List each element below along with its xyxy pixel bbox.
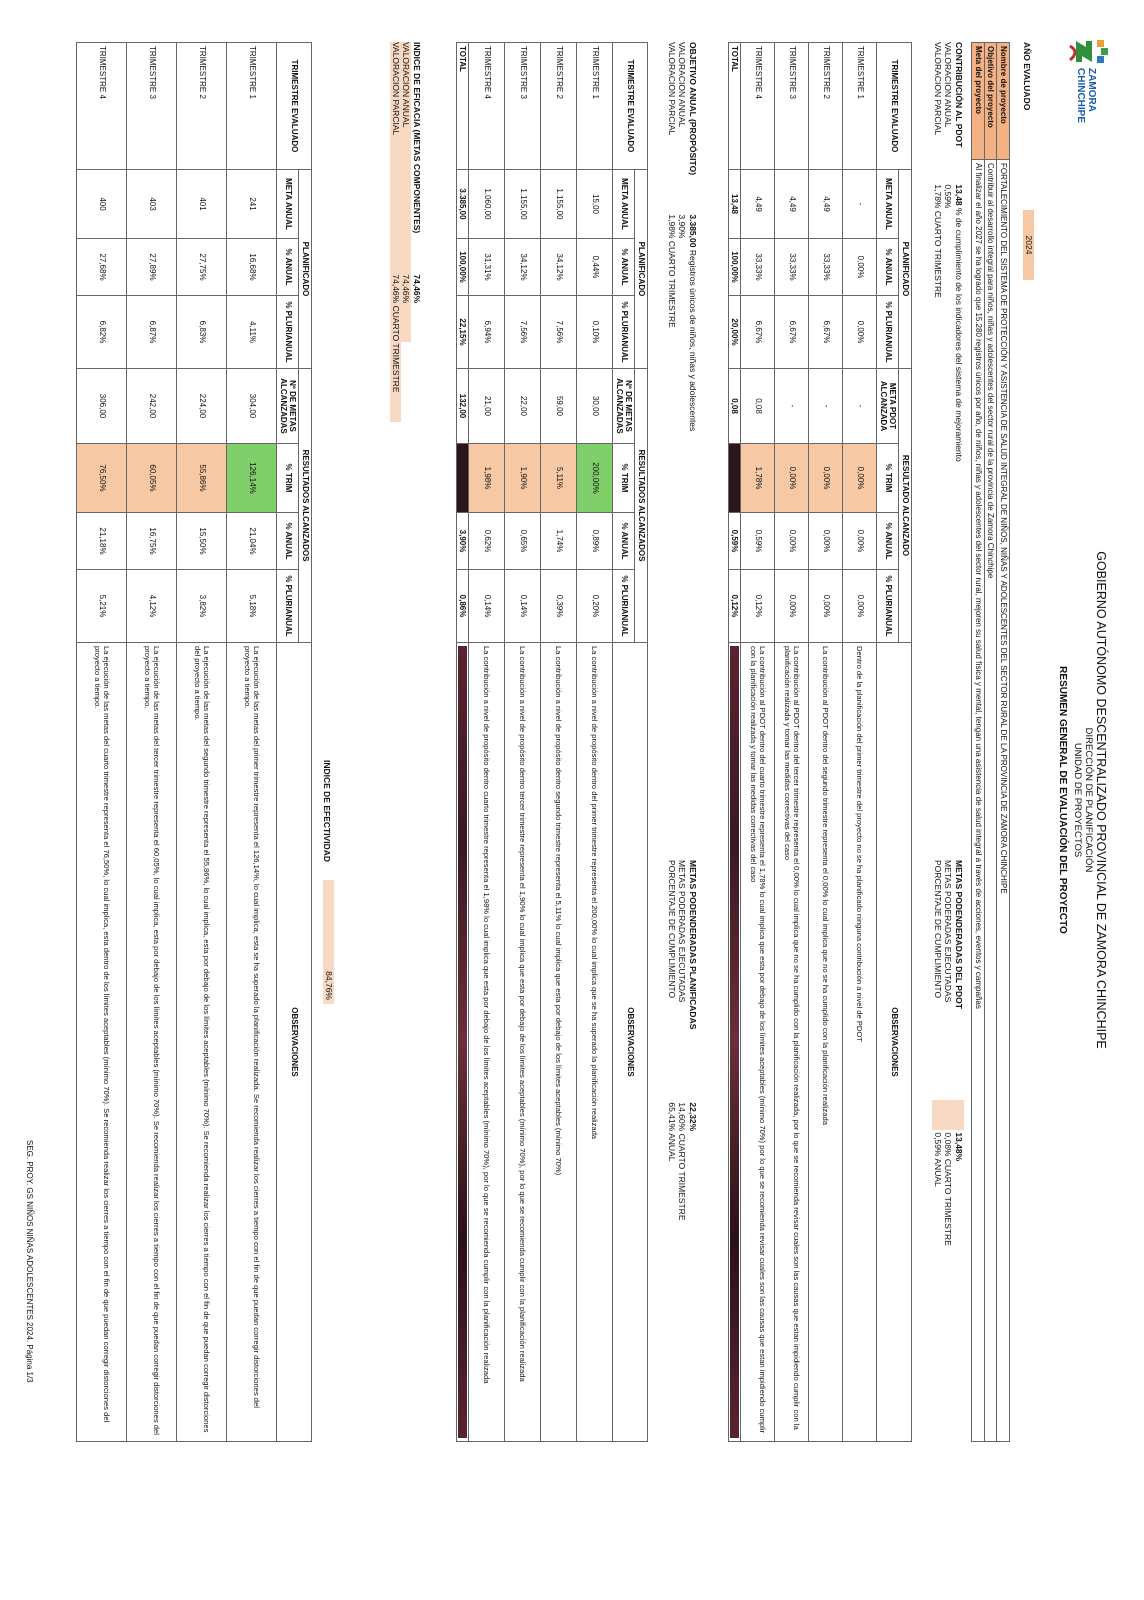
meta-cell: -	[843, 170, 877, 239]
quarter-cell: TRIMESTRE 1	[843, 43, 877, 170]
project-info	[971, 42, 1010, 1442]
total-label: TOTAL	[456, 43, 469, 170]
alc-cell: -	[809, 369, 843, 444]
total-rplur-cell: 0,12%	[728, 570, 741, 643]
doc-title: RESUMEN GENERAL DE EVALUACIÓN DEL PROYECTO	[1057, 666, 1068, 934]
quarter-cell: TRIMESTRE 3	[505, 43, 541, 170]
meta-cell: 1.155,00	[505, 170, 541, 239]
rplur-cell: 4,12%	[127, 570, 177, 643]
quarter-cell: TRIMESTRE 1	[227, 43, 277, 170]
rplur-cell: 0,39%	[541, 570, 577, 643]
meta-cell: 15,00	[577, 170, 613, 239]
ranual-cell: 0,65%	[505, 513, 541, 570]
header	[1057, 0, 1108, 1600]
plur-cell: 6,87%	[127, 296, 177, 369]
trim-cell: 0,00%	[843, 444, 877, 513]
rplur-cell: 0,00%	[843, 570, 877, 643]
observation-cell: La ejecución de las metas del primer trimestre representa el 126,14%, lo cual implica, esta se ha superado la planificación realizada. Se recomienda realizar los cierres a tiempo con el fin de que puedan corregir distorciones del proyecto a tiempo.	[227, 643, 277, 1442]
rplur-cell: 0,14%	[505, 570, 541, 643]
trim-cell: 76,50%	[77, 444, 127, 513]
observation-cell: La ejecución de las metas del tercer trimestre representa el 60,05%, lo cual implica, esta por debajo de los límites aceptables (mínimo 70%). Se recomienda realizar los cierres a tiempo con el fin de que puedan corregir distorciones del proyecto a tiempo.	[127, 643, 177, 1442]
total-trim-cell	[456, 444, 469, 513]
table-row	[127, 43, 177, 1442]
plur-cell: 6,94%	[469, 296, 505, 369]
table-row	[741, 43, 775, 1442]
trim-cell: 0,00%	[809, 444, 843, 513]
ranual-cell: 0,00%	[775, 513, 809, 570]
anual-cell: 0,00%	[843, 239, 877, 296]
table-row	[775, 43, 809, 1442]
alc-cell: 59,00	[541, 369, 577, 444]
anual-cell: 16,68%	[227, 239, 277, 296]
total-bar	[728, 643, 741, 1442]
quarter-cell: TRIMESTRE 3	[127, 43, 177, 170]
anual-cell: 34,12%	[541, 239, 577, 296]
anual-cell: 27,89%	[127, 239, 177, 296]
meta-cell: 400	[77, 170, 127, 239]
anual-cell: 27,75%	[177, 239, 227, 296]
quarter-cell: TRIMESTRE 4	[77, 43, 127, 170]
plur-cell: 6,67%	[741, 296, 775, 369]
total-alc-cell: 0,08	[728, 369, 741, 444]
effectiveness-label: INDICE DE EFECTIVIDAD	[322, 760, 332, 863]
year-value: 2024	[1023, 210, 1034, 280]
anual-cell: 31,31%	[469, 239, 505, 296]
alc-cell: 30,00	[577, 369, 613, 444]
quarter-cell: TRIMESTRE 4	[469, 43, 505, 170]
alc-cell: -	[775, 369, 809, 444]
th-observations: OBSERVACIONES	[877, 643, 912, 1442]
purpose-table: TRIMESTRE EVALUADO PLANIFICADO RESULTADOS ALCANZADOS OBSERVACIONES META ANUAL % ANUAL % PLURIANUAL Nº DE METAS ALCANZADAS % TRIM % ANUAL % PLURIANUAL TRIMESTRE 1 15,00 0,44% 0,10% 30,00 200,00% 0,89% 0,20% La contribución a nivel de propósito dentro del primer trimestre representa el 200,00% lo cual implica que se ha superado la planificación realizada TRIMESTRE 2 1.155,00 34,12% 7,56% 59,00 5,11% 1,74% 0,39% La contribución a nivel de propósito dentro segundo trimestre representa el 5,11% lo cual implica que esta por debajo de los límites aceptables (mínimo 70%) TRIMESTRE 3 1.155,00 34,12% 7,56% 22,00 1,90% 0,65% 0,14% La contribución a nivel de propósito dentro tercer trimestre representa el 1,90% lo cual implica que esta por debajo de los límites aceptables (mínimo 70%), por lo que se recomienda cumplir con la planificación realizada TRIMESTRE 4 1.060,00 31,31% 6,94% 21,00 1,98% 0,62% 0,14% La contribución a nivel de propósito dentro cuarto trimestre representa el 1,98% lo cual implica que esta por debajo de los límites aceptables (mínimo 70%), por lo que se recomienda cumplir con la planificación realizada TOTAL 3.385,00 100,00% 22,15% 132,00 3,90% 0,86%	[456, 42, 648, 1442]
alc-cell: 242,00	[127, 369, 177, 444]
ranual-cell: 21,04%	[227, 513, 277, 570]
rplur-cell: 0,20%	[577, 570, 613, 643]
logo-text: ZAMORA CHINCHIPE	[1075, 68, 1097, 124]
table-row	[77, 43, 127, 1442]
ranual-cell: 0,89%	[577, 513, 613, 570]
ranual-cell: 0,00%	[809, 513, 843, 570]
quarter-cell: TRIMESTRE 3	[775, 43, 809, 170]
anual-cell: 34,12%	[505, 239, 541, 296]
table-row	[469, 43, 505, 1442]
table-row	[505, 43, 541, 1442]
anual-cell: 33,33%	[775, 239, 809, 296]
plur-cell: 6,83%	[177, 296, 227, 369]
year-label: AÑO EVALUADO	[1022, 42, 1032, 111]
total-row	[456, 43, 469, 1442]
total-rplur-cell: 0,86%	[456, 570, 469, 643]
ranual-cell: 21,18%	[77, 513, 127, 570]
meta-cell: 1.155,00	[541, 170, 577, 239]
rplur-cell: 3,82%	[177, 570, 227, 643]
rplur-cell: 0,00%	[809, 570, 843, 643]
unit: UNIDAD DE PROYECTOS	[1072, 742, 1083, 858]
meta-cell: 241	[227, 170, 277, 239]
rplur-cell: 0,14%	[469, 570, 505, 643]
trim-cell: 1,98%	[469, 444, 505, 513]
observation-cell: La contribución al PDOT dentro del cuarto trimestre representa el 1,78% lo cual implica que esta por debajo de los límites aceptables (mínimo 70%) por lo que se recomienda revisar cuales son las causas que estan impidiendo cumplir con la planificación realizada y tomar las medidas correctivas del caso	[741, 643, 775, 1442]
alc-cell: 22,00	[505, 369, 541, 444]
trim-cell: 5,11%	[541, 444, 577, 513]
quarter-cell: TRIMESTRE 2	[177, 43, 227, 170]
project-objective: Contribuir al desarrollo integral para niños, niñas y adolescentes del sector rural de la provincia de Zamora Chinchipe	[984, 160, 997, 1442]
table-row	[541, 43, 577, 1442]
trim-cell: 1,90%	[505, 444, 541, 513]
anual-cell: 0,44%	[577, 239, 613, 296]
quarter-cell: TRIMESTRE 4	[741, 43, 775, 170]
observation-cell: La ejecución de las metas del segundo trimestre representa el 55,86%, lo cual implica, esta por debajo de los límites aceptables (mínimo 70%). Se recomienda realizar los cierres a tiempo con el fin de que puedan corregir distorciones del proyecto a tiempo.	[177, 643, 227, 1442]
rplur-cell: 0,00%	[775, 570, 809, 643]
alc-cell: 0,08	[741, 369, 775, 444]
meta-cell: 403	[127, 170, 177, 239]
ranual-cell: 1,74%	[541, 513, 577, 570]
project-objective-label: Objetivo del proyecto	[984, 43, 997, 160]
quarter-cell: TRIMESTRE 1	[577, 43, 613, 170]
objective-weighted-block: METAS PODENDERADAS PLANIFICADAS 22,32% METAS PODERADAS EJECUTADAS 14,60% CUARTO TRIMESTRE PORCENTAJE DE CUMPLIMIENTO 65,41% ANUAL	[666, 860, 698, 1221]
anual-cell: 27,68%	[77, 239, 127, 296]
project-goal: Al finalizar el año 2027 se ha logrado que 15.280 registros únicos por año, de niños, niñas y adolescentes del sector rural, mejoren su salud física y mental, tengan una asistencia de salud integral a través de acciones, eventos y campañas	[972, 160, 985, 1442]
alc-cell: 304,00	[227, 369, 277, 444]
observation-cell: La contribución al PDOT dentro del segundo trimestre representa el 0,00% lo cual implica que no se ha cumplido con la planificación realizada	[809, 643, 843, 1442]
alc-cell: 224,00	[177, 369, 227, 444]
th-quarter: TRIMESTRE EVALUADO	[877, 43, 912, 170]
plur-cell: 7,56%	[505, 296, 541, 369]
pdot-block: CONTRIBUCIÓN AL PDOT 13,48 % de cumplimiento de los indicadores del sistema de mejoramiento VALORACION ANUAL 0,59% VALORACION PARCIAL 1,78% CUARTO TRIMESTRE	[932, 42, 964, 462]
total-bar	[456, 643, 469, 1442]
table-row	[843, 43, 877, 1442]
table-row	[809, 43, 843, 1442]
plur-cell: 6,82%	[77, 296, 127, 369]
observation-cell: La contribución al PDOT dentro del tercer trimestre representa el 0,00% lo cual implica que no se ha cumplido con la planificación realizada, por lo que se recomienda revisar cuales son las causas que estan impidiendo cumplir con la planificación realizada y tomar las medidas correctivas del caso	[775, 643, 809, 1442]
plur-cell: 0,00%	[843, 296, 877, 369]
quarter-cell: TRIMESTRE 2	[541, 43, 577, 170]
total-ranual-cell: 0,59%	[728, 513, 741, 570]
total-anual-cell: 100,00%	[728, 239, 741, 296]
total-label: TOTAL	[728, 43, 741, 170]
table-row	[177, 43, 227, 1442]
observation-cell: La ejecución de las metas del cuarto trimestre representa el 76,50%, lo cual implica, esta dentro de los límites aceptables (mínimo 70%). Se recomienda realizar los cierres a tiempo con el fin de que puedan corregir distorciones del proyecto a tiempo.	[77, 643, 127, 1442]
th-planned: PLANIFICADO	[899, 170, 912, 369]
total-anual-cell: 100,00%	[456, 239, 469, 296]
plur-cell: 6,67%	[809, 296, 843, 369]
rplur-cell: 0,12%	[741, 570, 775, 643]
ranual-cell: 15,50%	[177, 513, 227, 570]
pdot-table: TRIMESTRE EVALUADO PLANIFICADO RESULTADO ALCANZADO OBSERVACIONES META ANUAL % ANUAL % PLURIANUAL META PDOT ALCANZADA % TRIM % ANUAL % PLURIANUAL TRIMESTRE 1 - 0,00% 0,00% - 0,00% 0,00% 0,00% Dentro de la planificación del primer trimestre del proyecto no se ha planificado ninguna contribución a nivel de PDOT TRIMESTRE 2 4,49 33,33% 6,67% - 0,00% 0,00% 0,00% La contribución al PDOT dentro del segundo trimestre representa el 0,00% lo cual implica que no se ha cumplido con la planificación realizada TRIMESTRE 3 4,49 33,33% 6,67% - 0,00% 0,00% 0,00% La contribución al PDOT dentro del tercer trimestre representa el 0,00% lo cual implica que no se ha cumplido con la planificación realizada, por lo que se recomienda revisar cuales son las causas que estan impidiendo cumplir con la planificación realizada y tomar las medidas correctivas del caso TRIMESTRE 4 4,49 33,33% 6,67% 0,08 1,78% 0,59% 0,12% La contribución al PDOT dentro del cuarto trimestre representa el 1,78% lo cual implica que esta por debajo de los límites aceptables (mínimo 70%) por lo que se recomienda revisar cuales son las causas que estan impidiendo cumplir con la planificación realizada y tomar las medidas correctivas del caso TOTAL 13,48 100,00% 20,00% 0,08 0,59% 0,12%	[728, 42, 912, 1442]
observation-cell: La contribución a nivel de propósito dentro tercer trimestre representa el 1,90% lo cual implica que esta por debajo de los límites aceptables (mínimo 70%), por lo que se recomienda cumplir con la planificación realizada	[505, 643, 541, 1442]
trim-cell: 0,00%	[775, 444, 809, 513]
alc-cell: -	[843, 369, 877, 444]
project-name-label: Nombre de proyecto	[997, 43, 1010, 160]
trim-cell: 126,14%	[227, 444, 277, 513]
total-plur-cell: 20,00%	[728, 296, 741, 369]
plur-cell: 4,11%	[227, 296, 277, 369]
observation-cell: Dentro de la planificación del primer trimestre del proyecto no se ha planificado ninguna contribución a nivel de PDOT	[843, 643, 877, 1442]
quarter-cell: TRIMESTRE 2	[809, 43, 843, 170]
org-name: GOBIERNO AUTÓNOMO DESCENTRALIZADO PROVINCIAL DE ZAMORA CHINCHIPE	[1094, 551, 1108, 1049]
total-ranual-cell: 3,90%	[456, 513, 469, 570]
components-table: TRIMESTRE EVALUADO PLANIFICADO RESULTADOS ALCANZADOS OBSERVACIONES META ANUAL % ANUAL % PLURIANUAL Nº DE METAS ALCANZADAS % TRIM % ANUAL % PLURIANUAL TRIMESTRE 1 241 16,68% 4,11% 304,00 126,14% 21,04% 5,18% La ejecución de las metas del primer trimestre representa el 126,14%, lo cual implica, esta se ha superado la planificación realizada. Se recomienda realizar los cierres a tiempo con el fin de que puedan corregir distorciones del proyecto a tiempo. TRIMESTRE 2 401 27,75% 6,83% 224,00 55,86% 15,50% 3,82% La ejecución de las metas del segundo trimestre representa el 55,86%, lo cual implica, esta por debajo de los límites aceptables (mínimo 70%). Se recomienda realizar los cierres a tiempo con el fin de que puedan corregir distorciones del proyecto a tiempo. TRIMESTRE 3 403 27,89% 6,87% 242,00 60,05% 16,75% 4,12% La ejecución de las metas del tercer trimestre representa el 60,05%, lo cual implica, esta por debajo de los límites aceptables (mínimo 70%). Se recomienda realizar los cierres a tiempo con el fin de que puedan corregir distorciones del proyecto a tiempo. TRIMESTRE 4 400 27,68% 6,82% 306,00 76,50% 21,18% 5,21% La ejecución de las metas del cuarto trimestre representa el 76,50%, lo cual implica, esta dentro de los límites aceptables (mínimo 70%). Se recomienda realizar los cierres a tiempo con el fin de que puedan corregir distorciones del proyecto a tiempo.	[76, 42, 312, 1442]
meta-cell: 4,49	[775, 170, 809, 239]
plur-cell: 0,10%	[577, 296, 613, 369]
alc-cell: 21,00	[469, 369, 505, 444]
anual-cell: 33,33%	[741, 239, 775, 296]
trim-cell: 55,86%	[177, 444, 227, 513]
ranual-cell: 0,00%	[843, 513, 877, 570]
plur-cell: 6,67%	[775, 296, 809, 369]
project-name: FORTALECIMIENTO DEL SISTEMA DE PROTECCIÓN Y ASISTENCIA DE SALUD INTEGRAL DE NIÑOS, NIÑAS Y ADOLESCENTES DEL SECTOR RURAL DE LA PROVINCIA DE ZAMORA CHINCHIPE	[997, 160, 1010, 1442]
alc-cell: 306,00	[77, 369, 127, 444]
anual-cell: 33,33%	[809, 239, 843, 296]
efficacy-block: INDICE DE EFICACIA (METAS COMPONENTES) 74,46% VALORACION ANUAL 74,46% VALORACION PARCIAL 74,46% CUARTO TRIMESTRE	[390, 42, 422, 742]
table-row	[577, 43, 613, 1442]
department: DIRECCIÓN DE PLANIFICACIÓN	[1083, 727, 1094, 873]
footer: SEG. PROY. GS NIÑOS NIÑAS ADOLESCENTES 2024. Página 1/3	[25, 1140, 34, 1383]
trim-cell: 60,05%	[127, 444, 177, 513]
meta-cell: 1.060,00	[469, 170, 505, 239]
project-goal-label: Meta del proyecto	[972, 43, 985, 160]
total-meta-cell: 13,48	[728, 170, 741, 239]
ranual-cell: 16,75%	[127, 513, 177, 570]
total-meta-cell: 3.385,00	[456, 170, 469, 239]
total-trim-cell	[728, 444, 741, 513]
trim-cell: 1,78%	[741, 444, 775, 513]
pdot-weighted-block: METAS PODENDERADAS DEL PDOT 13,48% METAS PODERADAS EJECUTADAS 0,08% CUARTO TRIMESTRE PORCENTAJE DE CUMPLIMIENTO 0,59% ANUAL	[932, 860, 964, 1246]
trim-cell: 200,00%	[577, 444, 613, 513]
meta-cell: 4,49	[741, 170, 775, 239]
rplur-cell: 5,21%	[77, 570, 127, 643]
plur-cell: 7,56%	[541, 296, 577, 369]
effectiveness-value: 84,76%	[323, 880, 334, 1004]
meta-cell: 4,49	[809, 170, 843, 239]
observation-cell: La contribución a nivel de propósito dentro del primer trimestre representa el 200,00% lo cual implica que se ha superado la planificación realizada	[577, 643, 613, 1442]
meta-cell: 401	[177, 170, 227, 239]
ranual-cell: 0,62%	[469, 513, 505, 570]
ranual-cell: 0,59%	[741, 513, 775, 570]
objective-block: OBJETIVO ANUAL (PROPÓSITO) 3.385,00 Registros únicos de niños, niñas y adolescentes VALORACION ANUAL 3,90% VALORACION PARCIAL 1,98% CUARTO TRIMESTRE	[666, 42, 698, 432]
observation-cell: La contribución a nivel de propósito dentro segundo trimestre representa el 5,11% lo cual implica que esta por debajo de los límites aceptables (mínimo 70%)	[541, 643, 577, 1442]
total-row	[728, 43, 741, 1442]
th-result: RESULTADO ALCANZADO	[899, 369, 912, 643]
table-row	[227, 43, 277, 1442]
total-plur-cell: 22,15%	[456, 296, 469, 369]
total-alc-cell: 132,00	[456, 369, 469, 444]
rplur-cell: 5,18%	[227, 570, 277, 643]
observation-cell: La contribución a nivel de propósito dentro cuarto trimestre representa el 1,98% lo cual implica que esta por debajo de los límites aceptables (mínimo 70%), por lo que se recomienda cumplir con la planificación realizada	[469, 643, 505, 1442]
